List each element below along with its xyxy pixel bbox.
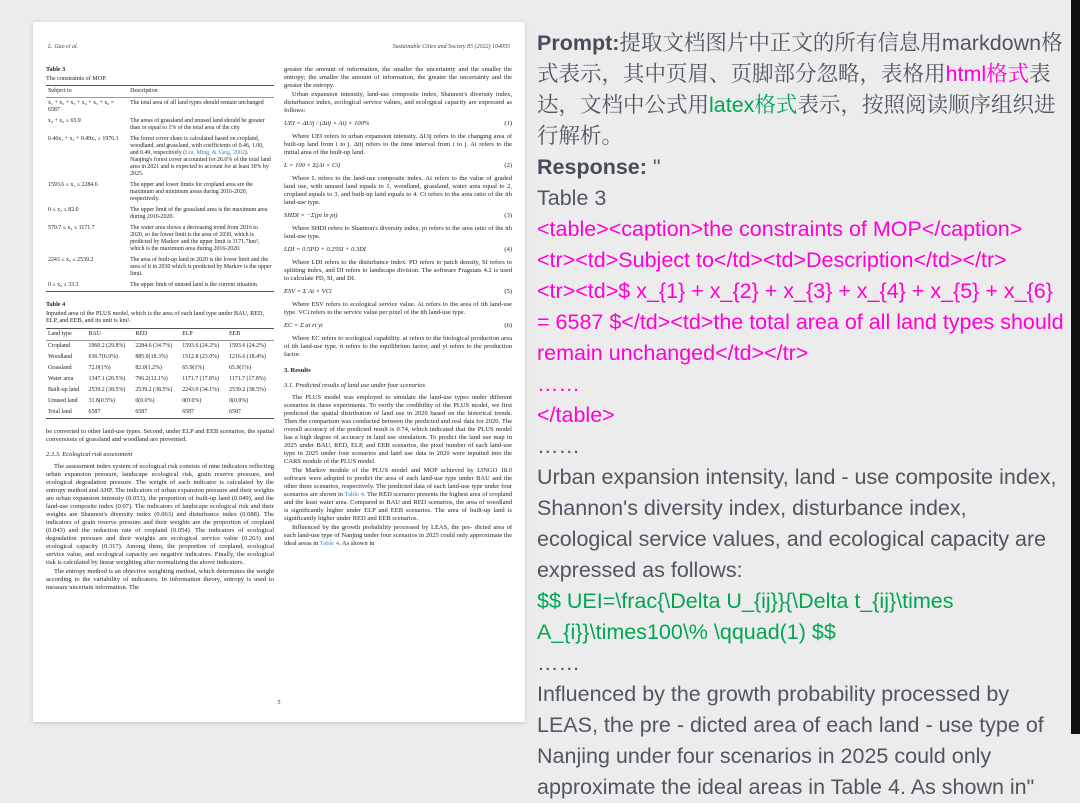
html-format-highlight: html格式: [945, 62, 1030, 86]
table4-row: [46, 385, 274, 396]
table3-row: [46, 180, 274, 205]
table4-cell: 1171.7 (17.8%): [229, 375, 266, 382]
doc-equation: [284, 322, 512, 330]
table3-caption: [46, 66, 274, 82]
table3-row: [46, 255, 274, 280]
table4-cell: 72.0(1%): [88, 364, 111, 371]
table4-cell: Unused land: [48, 397, 78, 404]
table4-cell: 1216.6 (18.4%): [229, 353, 266, 360]
table4-cell: 1171.7 (17.8%): [182, 375, 219, 382]
doc-equation-text: LDI = 0.5PD + 0.25SI + 0.3DI: [284, 246, 366, 253]
table3-label: Table 3: [46, 66, 66, 73]
table4-cell: 65.9(1%): [229, 364, 252, 371]
document-page-image: [33, 22, 525, 722]
doc-equation-number: (5): [504, 288, 512, 295]
doc-paragraph: Where L refers to the land-use composite index. Ai refers to the value of graded land use, with unused land equals to 1, woodland, grassland, water area equal to 2, cropland equals to 3, and built-up land equals to 4. Ci refers to the area ratio of the ith land-use type.: [284, 175, 512, 206]
table4-cell: 1593.6 (24.2%): [229, 342, 266, 349]
doc-equation: [284, 246, 512, 254]
doc-section-heading: 3. Results: [284, 367, 311, 374]
table4-cell: 6587: [135, 408, 148, 415]
doc-equation-text: EC = Σ ai ri yi: [284, 322, 323, 329]
page-number: 5: [277, 700, 281, 706]
response-label: Response:: [537, 155, 647, 179]
prompt-response-panel: [537, 28, 1068, 803]
table4-cell: Grassland: [48, 364, 72, 371]
table3-constraint: 570.7 ≤ x₄ ≤ 1171.7: [48, 225, 95, 232]
table4-col-header: RED: [133, 328, 180, 340]
table3-row: [46, 116, 274, 134]
table3-row: [46, 98, 274, 117]
table3-description: The upper limit of the grassland area is the maximum area during 2016-2020.: [130, 207, 268, 221]
right-edge-strip: [1071, 0, 1080, 734]
table4-col-header: BAU: [87, 328, 134, 340]
table3-description: The total area of all land types should remain unchanged: [130, 100, 264, 107]
table4-caption-text: Inputted area of the PLUS model, which is the area of each land type under BAU, RED, ELP, and EEB, and its unit is km².: [46, 309, 265, 325]
table4-cell: 1347.1 (20.5%): [88, 375, 126, 382]
response-heading: [537, 152, 1068, 183]
table3: [46, 85, 274, 292]
table3-caption-text: The constraints of MOP.: [46, 74, 107, 82]
table3-constraint: 2243 ≤ x₅ ≤ 2539.2: [48, 257, 94, 264]
doc-paragraph: Where ESV refers to ecological service value. Ai refers to the area of ith land-use type. VCi refers to the service value per pixel of the ith land-use type.: [284, 301, 512, 316]
doc-subsection-heading: 3.1. Predicted results of land use under four scenarios: [284, 382, 426, 389]
doc-equation: [284, 288, 512, 296]
doc-equation-text: L = 100 × Σ(Ai × Ci): [284, 162, 341, 169]
doc-paragraph: Where UEI refers to urban expansion intensity. ΔUij refers to the changing area of built-up land from i to j. Δtij refers to the time interval from i to j. Ai refers to the initial area of the built-up land.: [284, 133, 512, 156]
response-line: Influenced by the growth probability processed by LEAS, the pre - dicted area of each land - use type of Nanjing under four scenarios in 2025 could only approximate the ideal areas in Table 4. As shown in": [537, 682, 1050, 799]
table4-col-header: EEB: [227, 328, 274, 340]
table4: [46, 328, 274, 419]
table3-constraint: 0 ≤ x₆ ≤ 33.3: [48, 282, 79, 289]
table4-cell: 1960.2 (29.8%): [88, 342, 126, 349]
table4-cell: 82.0(1.2%): [135, 364, 162, 371]
table4-row: [46, 396, 274, 407]
doc-equation-number: (6): [504, 322, 512, 329]
table4-row: [46, 352, 274, 363]
table4-caption: [46, 301, 274, 325]
response-line: ……: [537, 651, 580, 675]
doc-citation-link[interactable]: Table 4: [344, 491, 364, 498]
table4-cell: 2539.2 (38.5%): [88, 386, 126, 393]
table4-cell: 6587: [182, 408, 194, 415]
doc-citation-link[interactable]: Liu, Ming, & Yang, 2002: [185, 150, 245, 157]
doc-columns: [46, 66, 512, 696]
response-line: $$ UEI=\frac{\Delta U_{ij}}{\Delta t_{ij}\times A_{i}}\times100\% \qquad(1) $$: [537, 589, 959, 644]
table3-row: [46, 223, 274, 255]
response-line: Urban expansion intensity, land - use composite index, Shannon's diversity index, disturbance index, ecological service values, and ecological capacity are expressed as follows:: [537, 465, 1063, 582]
table3-row: [46, 280, 274, 292]
doc-header-authors: L. Gao et al.: [48, 44, 79, 50]
table4-label: Table 4: [46, 301, 66, 309]
prompt-seg-a: 提取文档图片中正文的所有信息用markdown格式表示，其中页眉、页脚部分忽略，表格用: [537, 31, 1063, 86]
table4-cell: 65.9(1%): [182, 364, 205, 371]
doc-subsection-heading: 2.3.3. Ecological risk assessment: [46, 450, 133, 458]
doc-equation-number: (3): [504, 212, 512, 219]
response-line: <tr><td>$ x_{1} + x_{2} + x_{3} + x_{4} + x_{5} + x_{6} = 6587 $</td><td>the total area of all land types should remain unchanged</td></tr>: [537, 279, 1070, 365]
table4-cell: 0(0.0%): [135, 397, 155, 404]
doc-paragraph: Where LDI refers to the disturbance index. PD refers to patch density, SI refers to splitting index, and DI refers to landscape division. The software Fragstats 4.2 is used to calculate PD, SI, and DI.: [284, 259, 512, 282]
table4-cell: 2284.6 (34.7%): [135, 342, 173, 349]
doc-paragraph: The entropy method is an objective weighting method, which determines the weight according to the variability of indicators. In information theory, entropy is used to measure uncertain information. The: [46, 567, 274, 591]
table4-cell: Total land: [48, 408, 72, 415]
table3-description: The upper and lower limits for cropland area are the maximum and minimum areas during 2016-2020, respectively.: [130, 182, 253, 203]
doc-paragraph: Urban expansion intensity, land-use composite index, Shannon's diversity index, disturbance index, ecological service values, and ecological capacity are expressed as follows:: [284, 91, 512, 114]
doc-equation: [284, 212, 512, 220]
prompt-text: [537, 28, 1068, 152]
latex-format-highlight: latex格式: [709, 93, 798, 117]
doc-paragraph: Influenced by the growth probability processed by LEAS, the pre- dicted area of each land-use type of Nanjing under four scenarios in 2025 could only approximate the ideal areas in Table 4. As shown in: [284, 524, 512, 547]
table4-cell: 31.8(0.5%): [88, 397, 116, 404]
table4-row: [46, 363, 274, 374]
table4-cell: 6587: [229, 408, 241, 415]
prompt-seg-c: 表示，按照阅读顺序组织进行解析。: [537, 93, 1056, 148]
doc-equation-text: SHDI = −Σ(pi ln pi): [284, 212, 338, 219]
table4-col-header: ELP: [180, 328, 227, 340]
doc-left-column: [46, 66, 274, 696]
doc-left-text: [46, 428, 274, 592]
doc-equation: [284, 162, 512, 170]
doc-citation-link[interactable]: Table 4: [319, 540, 340, 547]
doc-paragraph: The Markov module of the PLUS model and MOP achieved by LINGO 18.0 software were adopted to predict the area of each land-use type under BAU and the other three scenarios, respectively. The predicted data of each land-use type under four scenarios are shown in Table 4. The RED scenario presents the highest area of cropland and the least water area. Compared to BAU and RED scenarios, the area of woodland is significantly higher under ELP and EEB scenarios. The area of built-up land is significantly higher under RED and EEB scenarios.: [284, 467, 512, 522]
doc-header: [48, 44, 510, 50]
table4-cell: 796.2(12.1%): [135, 375, 168, 382]
table4-cell: 1512.8 (23.0%): [182, 353, 220, 360]
table4-cell: Built-up land: [48, 386, 80, 393]
prompt-label: Prompt:: [537, 31, 620, 55]
doc-paragraph: Where EC refers to ecological capability. ai refers to the biological production area of ith land-use type. ri refers to the equilibrium factor, and yi refers to the production factor.: [284, 335, 512, 358]
response-body: [537, 183, 1068, 803]
table3-constraint: 0 ≤ x₃ ≤ 82.0: [48, 207, 79, 214]
table4-cell: 0(0.0%): [182, 397, 202, 404]
doc-equation-text: ESV = Σ Ai × VCi: [284, 288, 332, 295]
doc-right-column: [284, 66, 512, 696]
table4-cell: Water area: [48, 375, 74, 382]
doc-equation: [284, 120, 512, 128]
prompt-seg-b: 表达，文档中公式用: [537, 62, 1051, 117]
table4-cell: 1593.6 (24.2%): [182, 342, 220, 349]
doc-paragraph: greater the amount of information, the smaller the uncertainty and the smaller the entropy; the smaller the amount of information, the greater the uncertainty and the greater the entropy.: [284, 66, 512, 89]
table3-description: The upper limit of unused land is the current situation.: [130, 282, 259, 289]
table3-row: [46, 134, 274, 180]
doc-paragraph: The PLUS model was employed to simulate the land-use types under different scenarios in these experiments. To verify the credibility of the PLUS model, we first predicted the spatial distribution of land use in 2020 based on the historical trends. Then the comparison was conducted between the predicted and real data for 2020. The overall accuracy of the predicted result is 0.74, which indicated that the PLUS model has a high degree of accuracy in land use simulation. To predict the land use map in 2025 under BAU, RED, ELP, and EEB scenarios, the pixel number of each land-use type in 2025 under four scenarios and land use data in 2020 were inputted into the CARS module of the PLUS model.: [284, 394, 512, 465]
doc-paragraph: Where SHDI refers to Shannon's diversity index. pi refers to the area ratio of the ith land-use type.: [284, 225, 512, 240]
table4-cell: 6587: [88, 408, 101, 415]
response-line: Table 3: [537, 186, 607, 210]
doc-header-journal: Sustainable Cities and Society 85 (2022) 104055: [392, 44, 510, 50]
table4-row: [46, 374, 274, 385]
doc-equation-number: (1): [504, 120, 512, 127]
table4-cell: 2243.0 (34.1%): [182, 386, 220, 393]
doc-paragraph: The assessment index system of ecological risk consists of nine indicators reflecting urban expansion pressure, landscape ecological risk, grain reserve pressure, and ecological degradation pressure. The weight of each indicator is calculated by the entropy method and AHP. The indicators of urban expansion pressure and their weights are urban expansion intensity (0.053), the proportion of built-up land (0.049), and the land-use composite index (0.07). The indicators of landscape ecological risk and their weights are Shannon's diversity index (0.063) and disturbance index (0.088). The indicators of grain reserve pressure and their weights are the proportion of cropland (0.043) and the reduction rate of cropland (0.054). The indicators of ecological degradation pressure and their weights are ecological service value (0.263) and ecological capacity (0.317). Among them, the proportion of cropland, ecological service value, and ecological capacity are negative indicators. Finally, the ecological risk is calculated by linear weighting after normalizing the above indicators.: [46, 462, 274, 566]
table3-col-subject: Subject to: [46, 86, 128, 98]
table4-row: [46, 407, 274, 419]
response-line: ……: [537, 372, 580, 396]
table4-cell: Cropland: [48, 342, 70, 349]
table3-header-row: [46, 86, 274, 98]
table4-col-header: Land type: [46, 328, 87, 340]
table3-description: The water area shows a decreasing trend from 2016 to 2020, so the lower limit is the area of 2030, which is predicted by Markov and the upper limit is 1171.7km², which is the maximum area during 2016-2020.: [130, 225, 260, 253]
table4-row: [46, 340, 274, 352]
table4-cell: 636.7(6.9%): [88, 353, 118, 360]
table3-description: The area of built-up land in 2020 is the lower limit and the area of it in 2030 which is predicted by Markov is the upper limit.: [130, 257, 272, 278]
table3-description: The forest cover share is calculated based on cropland, woodland, and grassland, with coefficients of 0.46, 1.00, and 0.49, respectively (Liu, Ming, & Yang, 2002). Nanjing's forest cover accounted for 26.6% of the total land area in 2021 and is expected to account for at least 30% by 2025.: [130, 136, 271, 178]
table4-cell: 885.0(18.3%): [135, 353, 168, 360]
table3-constraint: 0.46x₁ + x₂ + 0.49x₃ ≥ 1976.1: [48, 136, 119, 143]
table3-row: [46, 205, 274, 223]
response-line: <table><caption>the constraints of MOP</caption>: [537, 217, 1023, 241]
table4-cell: 0(0.0%): [229, 397, 249, 404]
table4-header-row: [46, 328, 274, 340]
table4-cell: 2539.2 (38.5%): [229, 386, 266, 393]
response-line: ……: [537, 434, 580, 458]
response-line: </table>: [537, 403, 615, 427]
table4-cell: Woodland: [48, 353, 73, 360]
table4-cell: 2539.2 (38.5%): [135, 386, 173, 393]
table3-constraint: x₁ + x₂ + x₃ + x₄ + x₅ + x₆ = 6587: [48, 100, 115, 114]
table3-constraint: x₃ + x₆ ≥ 65.9: [48, 118, 81, 125]
response-open-quote: ": [646, 155, 661, 179]
doc-equation-text: UEI = ΔUij / (Δtij × Ai) × 100%: [284, 120, 370, 127]
table3-constraint: 1593.6 ≤ x₁ ≤ 2284.6: [48, 182, 98, 189]
doc-paragraph: be converted to other land-use types. Second, under ELP and EEB scenarios, the spatial conversions of grassland and woodland are prevented.: [46, 427, 274, 443]
response-line: <tr><td>Subject to</td><td>Description</td></tr>: [537, 248, 1007, 272]
table3-description: The areas of grassland and unused land should be greater than or equal to 1% of the total area of the city: [130, 118, 265, 132]
table3-col-description: Description: [128, 86, 274, 98]
doc-equation-number: (4): [504, 246, 512, 253]
doc-equation-number: (2): [504, 162, 512, 169]
